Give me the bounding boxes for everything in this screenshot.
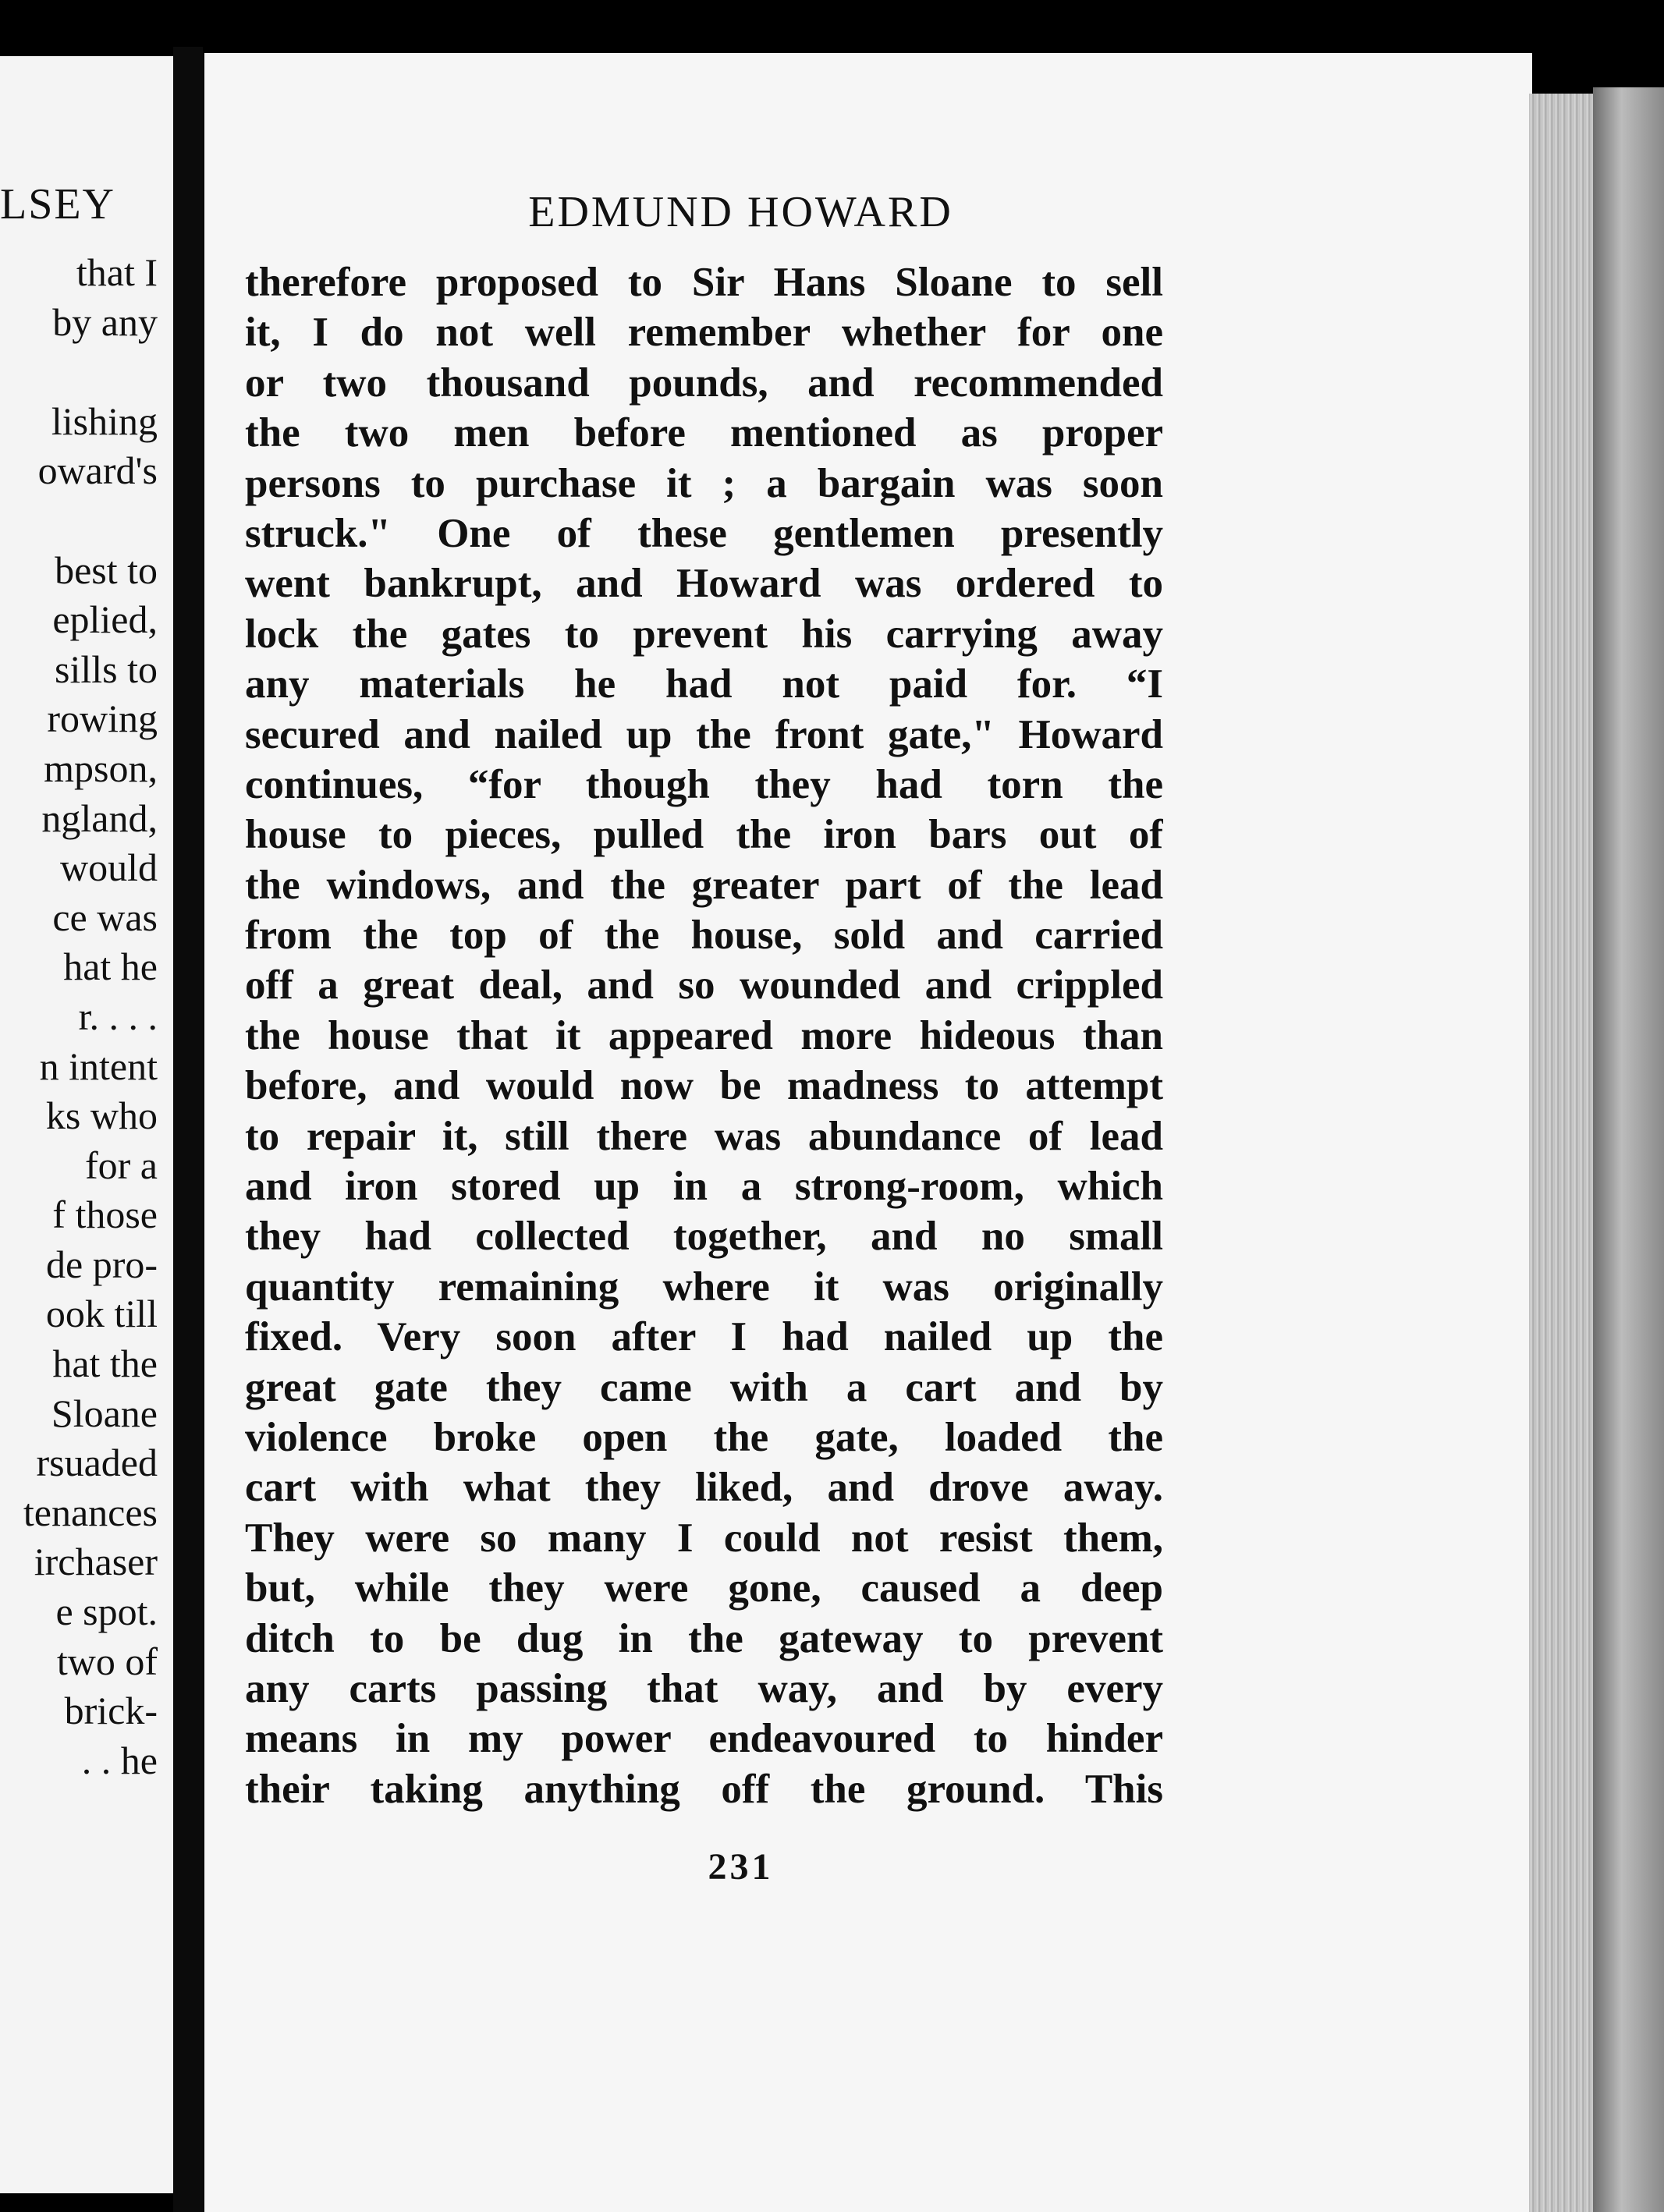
text-line: but, while they were gone, caused a deep [245,1565,1163,1611]
text-line: from the top of the house, sold and carried [245,913,1163,959]
text-line: off a great deal, and so wounded and crippled [245,962,1163,1009]
left-text-line: brick- [64,1689,158,1733]
running-head: EDMUND HOWARD [528,188,953,236]
left-page-text [23,248,158,1785]
text-line: cart with what they liked, and drove away. [245,1465,1163,1511]
text-line: great gate they came with a cart and by [245,1364,1163,1410]
left-running-head: LSEY [0,180,115,229]
left-text-line: de pro- [46,1242,158,1286]
current-page [204,53,1532,2212]
text-line: any materials he had not paid for. “I [245,661,1163,707]
text-line: the windows, and the greater part of the lead [245,862,1163,908]
body-text [245,257,1163,1814]
left-text-line: lishing [51,399,158,443]
left-text-line: hat the [52,1342,158,1386]
left-text-line: mpson, [44,746,158,790]
text-line: or two thousand pounds, and recommended [245,360,1163,406]
page-edges [1529,94,1593,2212]
text-line: quantity remaining where it was originally [245,1264,1163,1310]
text-line: the house that it appeared more hideous than [245,1012,1163,1058]
text-line: They were so many I could not resist them, [245,1515,1163,1561]
text-line: their taking anything off the ground. This [245,1766,1163,1812]
left-text-line: ce was [52,895,158,939]
text-line: ditch to be dug in the gateway to prevent [245,1615,1163,1661]
previous-page [0,56,173,2193]
text-line: it, I do not well remember whether for one [245,310,1163,356]
left-text-line: hat he [63,945,158,989]
left-text-line: f those [52,1193,158,1237]
text-line: persons to purchase it ; a bargain was soon [245,460,1163,506]
page-number: 231 [708,1846,774,1888]
text-line: struck." One of these gentlemen presently [245,510,1163,556]
left-text-line: ook till [45,1292,158,1336]
text-line: violence broke open the gate, loaded the [245,1414,1163,1460]
text-line: means in my power endeavoured to hinder [245,1716,1163,1762]
text-line: any carts passing that way, and by every [245,1665,1163,1711]
text-line: fixed. Very soon after I had nailed up the [245,1314,1163,1360]
book-cover-edge [1593,87,1664,2212]
text-line: secured and nailed up the front gate," Howard [245,711,1163,757]
left-text-line: tenances [23,1490,158,1534]
text-line: they had collected together, and no small [245,1214,1163,1260]
left-text-line: rsuaded [36,1441,158,1485]
left-text-line: r. . . . [78,994,158,1038]
left-text-line: n intent [39,1044,158,1088]
text-line: lock the gates to prevent his carrying away [245,611,1163,657]
left-text-line: Sloane [51,1391,158,1435]
text-line: continues, “for though they had torn the [245,761,1163,807]
text-line: to repair it, still there was abundance of lead [245,1113,1163,1159]
left-text-line: by any [52,300,158,344]
left-text-line: sills to [55,647,158,691]
left-text-line: for a [85,1143,158,1187]
left-text-line: oward's [37,448,158,493]
left-text-line: would [60,845,158,890]
text-line: therefore proposed to Sir Hans Sloane to sell [245,260,1163,305]
text-line: before, and would now be madness to attempt [245,1063,1163,1109]
text-line: house to pieces, pulled the iron bars out of [245,812,1163,858]
left-text-line: eplied, [52,597,158,642]
left-text-line: . . he [81,1738,158,1782]
text-line: the two men before mentioned as proper [245,410,1163,456]
left-text-line: irchaser [34,1540,158,1584]
text-line: and iron stored up in a strong-room, which [245,1164,1163,1210]
left-text-line: best to [55,548,158,592]
book-gutter [173,47,203,2212]
left-text-line: that I [76,250,158,294]
left-text-line: e spot. [55,1590,158,1634]
left-text-line: rowing [47,697,158,741]
left-text-line: two of [56,1639,158,1683]
left-text-line [23,347,158,397]
left-text-line: ngland, [41,796,158,840]
left-text-line: ks who [45,1094,158,1138]
left-text-line [23,496,158,546]
text-line: went bankrupt, and Howard was ordered to [245,561,1163,607]
